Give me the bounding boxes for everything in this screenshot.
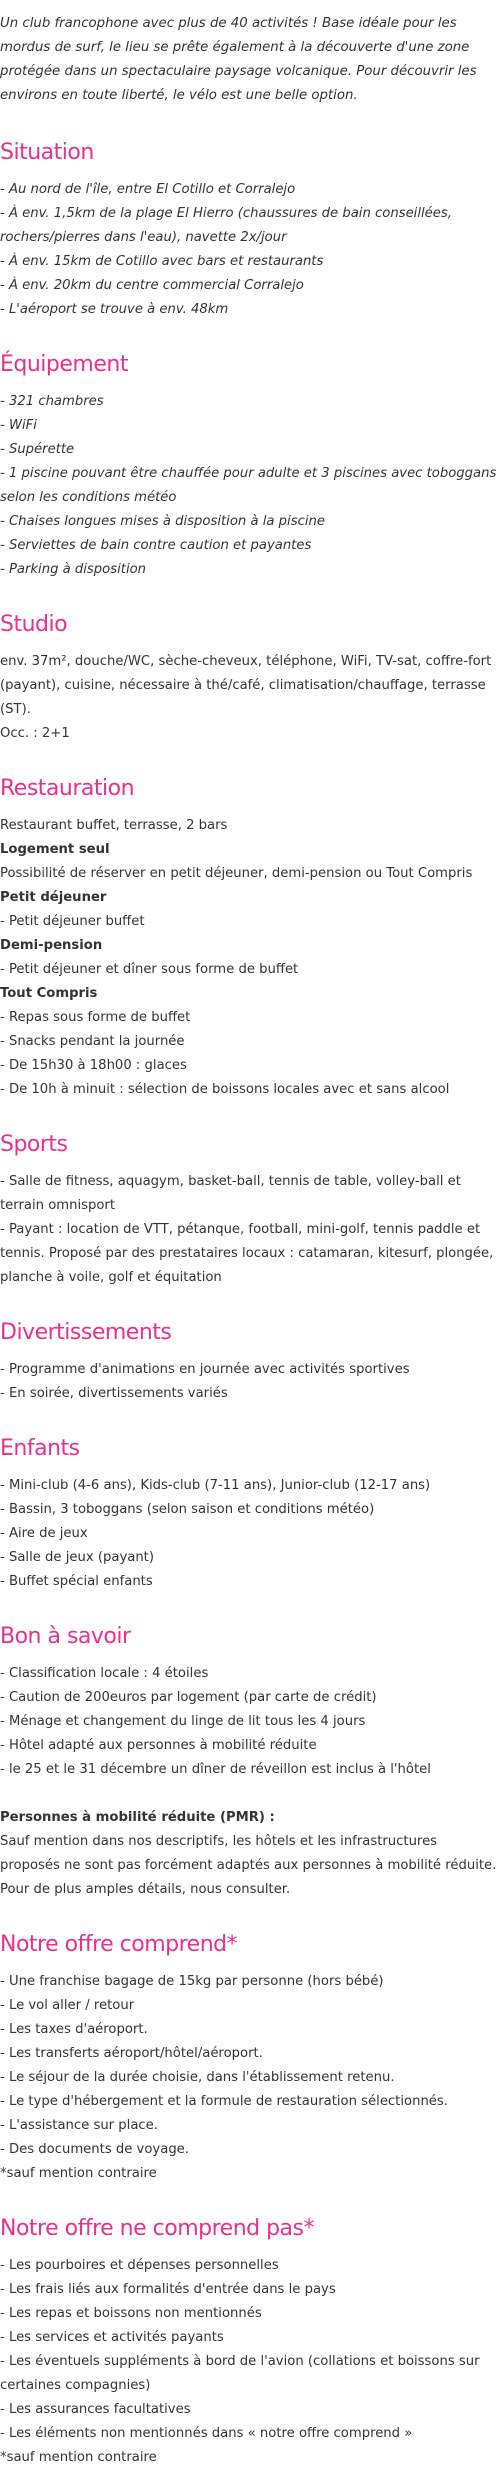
pmr-heading: Personnes à mobilité réduite (PMR) : [0, 1810, 275, 1825]
section-situation [0, 138, 500, 322]
section-title-offre-ne-comprend-pas: Notre offre ne comprend pas* [0, 2216, 315, 2241]
list-item: - Salle de fitness, aquagym, basket-ball, tennis de table, volley-ball et terrain omnisport [0, 1174, 461, 1213]
list-item: Possibilité de réserver en petit déjeuner, demi-pension ou Tout Compris [0, 866, 473, 881]
list-item: - À env. 20km du centre commercial Corralejo [0, 278, 304, 293]
section-restauration [0, 774, 500, 1102]
list-item: - Les éléments non mentionnés dans « notre offre comprend » [0, 2426, 413, 2441]
list-item: - Les transferts aéroport/hôtel/aéroport. [0, 2046, 263, 2061]
list-item: - Chaises longues mises à disposition à la piscine [0, 514, 325, 529]
list-item: - De 15h30 à 18h00 : glaces [0, 1058, 187, 1073]
section-title-equipement: Équipement [0, 352, 128, 377]
list-item: - Le vol aller / retour [0, 1998, 135, 2013]
list-item: - L'aéroport se trouve à env. 48km [0, 302, 229, 317]
list-item: - Le séjour de la durée choisie, dans l'établissement retenu. [0, 2070, 395, 2085]
list-item: - Les repas et boissons non mentionnés [0, 2306, 262, 2321]
list-item: - Caution de 200euros par logement (par carte de crédit) [0, 1690, 377, 1705]
section-title-offre-comprend: Notre offre comprend* [0, 1932, 238, 1957]
section-offre-comprend [0, 1930, 500, 2186]
intro-text: Un club francophone avec plus de 40 activités ! Base idéale pour les mordus de surf, le lieu se prête également à la découverte d'une zone protégée dans un spectaculaire paysage volcanique. Pour découvrir les environs en toute liberté, le vélo est une belle option. [0, 16, 477, 103]
studio-description: env. 37m², douche/WC, sèche-cheveux, téléphone, WiFi, TV-sat, coffre-fort (payant), cuisine, nécessaire à thé/café, climatisation/chauffage, terrasse (ST). [0, 654, 492, 717]
section-equipement [0, 350, 500, 582]
list-item: - Les frais liés aux formalités d'entrée dans le pays [0, 2282, 336, 2297]
list-item: - Buffet spécial enfants [0, 1574, 153, 1589]
section-title-situation: Situation [0, 140, 94, 165]
section-title-bon-a-savoir: Bon à savoir [0, 1624, 131, 1649]
list-item: - L'assistance sur place. [0, 2118, 158, 2133]
list-item: - Supérette [0, 442, 75, 457]
list-item: - Aire de jeux [0, 1526, 88, 1541]
section-studio [0, 610, 500, 746]
list-item: - Hôtel adapté aux personnes à mobilité réduite [0, 1738, 317, 1753]
list-item: - Petit déjeuner buffet [0, 914, 145, 929]
section-title-studio: Studio [0, 612, 68, 637]
list-item: - Parking à disposition [0, 562, 147, 577]
list-item: - À env. 1,5km de la plage El Hierro (chaussures de bain conseillées, rochers/pierres dans l'eau), navette 2x/jour [0, 206, 452, 245]
list-item: - À env. 15km de Cotillo avec bars et restaurants [0, 254, 324, 269]
list-item: - Classification locale : 4 étoiles [0, 1666, 209, 1681]
section-enfants [0, 1434, 500, 1594]
subheading-logement-seul: Logement seul [0, 842, 110, 857]
list-item: - Les éventuels suppléments à bord de l'avion (collations et boissons sur certaines compagnies) [0, 2354, 480, 2393]
list-item: - Des documents de voyage. [0, 2142, 189, 2157]
section-title-enfants: Enfants [0, 1436, 80, 1461]
list-item: - 1 piscine pouvant être chauffée pour adulte et 3 piscines avec toboggans selon les conditions météo [0, 466, 497, 505]
list-item: - Mini-club (4-6 ans), Kids-club (7-11 ans), Junior-club (12-17 ans) [0, 1478, 431, 1493]
footnote: *sauf mention contraire [0, 2450, 157, 2465]
restauration-summary: Restaurant buffet, terrasse, 2 bars [0, 818, 228, 833]
subheading-petit-dejeuner: Petit déjeuner [0, 890, 107, 905]
list-item: - le 25 et le 31 décembre un dîner de réveillon est inclus à l'hôtel [0, 1762, 431, 1777]
footnote: *sauf mention contraire [0, 2166, 157, 2181]
list-item: - Une franchise bagage de 15kg par personne (hors bébé) [0, 1974, 384, 1989]
section-bon-a-savoir [0, 1622, 500, 1902]
subheading-demi-pension: Demi-pension [0, 938, 103, 953]
section-offre-ne-comprend-pas [0, 2214, 500, 2470]
list-item: - Serviettes de bain contre caution et payantes [0, 538, 312, 553]
list-item: - Ménage et changement du linge de lit tous les 4 jours [0, 1714, 366, 1729]
list-item: - Payant : location de VTT, pétanque, football, mini-golf, tennis paddle et tennis. Proposé par des prestataires locaux : catamaran, kitesurf, plongée, planche à voile, golf et équitation [0, 1222, 494, 1285]
list-item: - Les assurances facultatives [0, 2402, 191, 2417]
list-item: - Les taxes d'aéroport. [0, 2022, 148, 2037]
list-item: - Les services et activités payants [0, 2330, 224, 2345]
list-item: - Snacks pendant la journée [0, 1034, 185, 1049]
list-item: - De 10h à minuit : sélection de boissons locales avec et sans alcool [0, 1082, 450, 1097]
list-item: - En soirée, divertissements variés [0, 1386, 228, 1401]
list-item: - Bassin, 3 toboggans (selon saison et conditions météo) [0, 1502, 375, 1517]
list-item: - WiFi [0, 418, 37, 433]
list-item: - Programme d'animations en journée avec activités sportives [0, 1362, 410, 1377]
list-item: - Petit déjeuner et dîner sous forme de buffet [0, 962, 299, 977]
list-item: - Le type d'hébergement et la formule de restauration sélectionnés. [0, 2094, 448, 2109]
pmr-text: Sauf mention dans nos descriptifs, les hôtels et les infrastructures proposés ne sont pas forcément adaptés aux personnes à mobilité réduite. Pour de plus amples détails, nous consulter. [0, 1834, 497, 1897]
section-divertissements [0, 1318, 500, 1406]
list-item: - Repas sous forme de buffet [0, 1010, 191, 1025]
subheading-tout-compris: Tout Compris [0, 986, 98, 1001]
studio-occupancy: Occ. : 2+1 [0, 726, 70, 741]
section-title-sports: Sports [0, 1132, 68, 1157]
section-sports [0, 1130, 500, 1290]
list-item: - 321 chambres [0, 394, 104, 409]
section-title-restauration: Restauration [0, 776, 135, 801]
section-title-divertissements: Divertissements [0, 1320, 172, 1345]
list-item: - Salle de jeux (payant) [0, 1550, 155, 1565]
list-item: - Au nord de l'île, entre El Cotillo et Corralejo [0, 182, 296, 197]
list-item: - Les pourboires et dépenses personnelles [0, 2258, 279, 2273]
